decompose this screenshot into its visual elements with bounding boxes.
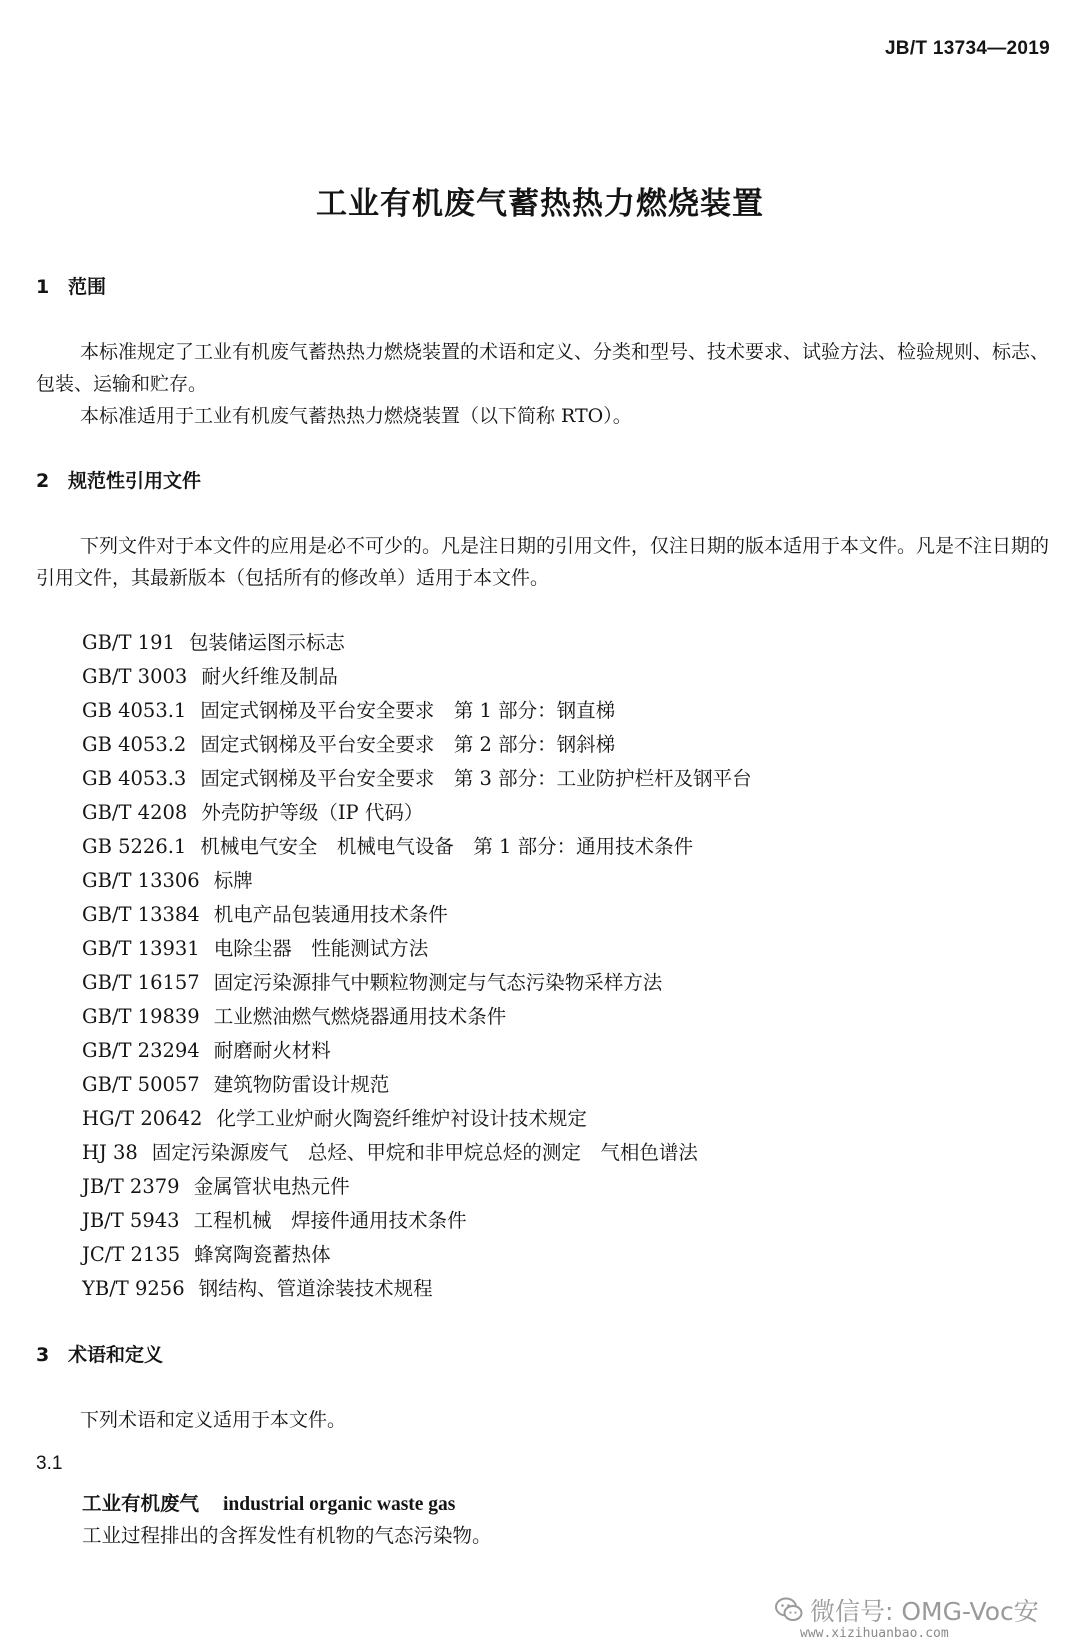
reference-item [82, 762, 752, 796]
reference-item [82, 694, 752, 728]
reference-item [82, 626, 752, 660]
section-1-heading [36, 272, 106, 299]
reference-name: 机械电气安全 机械电气设备 第 1 部分：通用技术条件 [200, 835, 694, 858]
reference-item [82, 830, 752, 864]
reference-name: 建筑物防雷设计规范 [213, 1073, 390, 1096]
reference-name: 耐磨耐火材料 [213, 1039, 331, 1062]
term-definition: 工业过程排出的含挥发性有机物的气态污染物。 [82, 1524, 492, 1547]
section-2-title: 规范性引用文件 [68, 470, 202, 492]
section-1-title: 范围 [68, 276, 107, 298]
reference-name: 机电产品包装通用技术条件 [213, 903, 448, 926]
reference-code: JB/T 5943 [82, 1209, 180, 1232]
reference-item [82, 728, 752, 762]
reference-code: JB/T 2379 [82, 1175, 180, 1198]
document-title: 工业有机废气蓄热热力燃烧装置 [316, 186, 764, 222]
reference-code: GB/T 3003 [82, 665, 188, 688]
reference-code: GB/T 19839 [82, 1005, 200, 1028]
wechat-icon [774, 1595, 804, 1625]
reference-item [82, 1000, 752, 1034]
reference-item [82, 898, 752, 932]
reference-item [82, 1238, 752, 1272]
reference-name: 固定污染源排气中颗粒物测定与气态污染物采样方法 [213, 971, 663, 994]
reference-name: 耐火纤维及制品 [201, 665, 338, 688]
reference-name: 电除尘器 性能测试方法 [213, 937, 429, 960]
watermark-url: www.xizihuanbao.com [800, 1626, 949, 1641]
reference-code: GB 4053.2 [82, 733, 187, 756]
section-1-paragraph-2: 本标准适用于工业有机废气蓄热热力燃烧装置（以下简称 RTO）。 [80, 405, 632, 427]
reference-item [82, 796, 752, 830]
reference-item [82, 1102, 752, 1136]
reference-name: 金属管状电热元件 [193, 1175, 350, 1198]
reference-item [82, 864, 752, 898]
term-english: industrial organic waste gas [223, 1494, 456, 1515]
normative-reference-list [82, 626, 752, 1306]
reference-code: YB/T 9256 [82, 1277, 185, 1300]
reference-code: GB/T 191 [82, 631, 175, 654]
reference-code: GB/T 50057 [82, 1073, 200, 1096]
section-3-heading [36, 1340, 163, 1367]
reference-name: 固定污染源废气 总烃、甲烷和非甲烷总烃的测定 气相色谱法 [151, 1141, 698, 1164]
reference-item [82, 1136, 752, 1170]
watermark-text: 微信号: OMG-Voc安 [810, 1597, 1039, 1626]
term-chinese: 工业有机废气 [82, 1492, 200, 1515]
reference-item [82, 1034, 752, 1068]
reference-code: GB/T 13384 [82, 903, 200, 926]
reference-code: JC/T 2135 [82, 1243, 181, 1266]
reference-code: GB/T 4208 [82, 801, 188, 824]
reference-name: 固定式钢梯及平台安全要求 第 3 部分：工业防护栏杆及钢平台 [200, 767, 752, 790]
reference-name: 钢结构、管道涂装技术规程 [198, 1277, 433, 1300]
reference-item [82, 1272, 752, 1306]
reference-item [82, 660, 752, 694]
reference-code: HG/T 20642 [82, 1107, 203, 1130]
section-3-number: 3 [36, 1344, 50, 1366]
reference-item [82, 932, 752, 966]
term-entry [82, 1488, 455, 1516]
section-2-number: 2 [36, 470, 50, 492]
reference-name: 固定式钢梯及平台安全要求 第 2 部分：钢斜梯 [200, 733, 616, 756]
reference-name: 固定式钢梯及平台安全要求 第 1 部分：钢直梯 [200, 699, 616, 722]
reference-code: GB/T 16157 [82, 971, 200, 994]
section-3-title: 术语和定义 [68, 1344, 164, 1366]
reference-code: GB/T 23294 [82, 1039, 200, 1062]
reference-code: GB 4053.1 [82, 699, 187, 722]
reference-name: 标牌 [213, 869, 253, 892]
section-3-paragraph-1: 下列术语和定义适用于本文件。 [80, 1409, 347, 1431]
wechat-watermark [774, 1592, 1039, 1628]
standard-code: JB/T 13734—2019 [884, 38, 1050, 59]
section-2-paragraph-1: 下列文件对于本文件的应用是必不可少的。凡是注日期的引用文件，仅注日期的版本适用于本文件。凡是不注日期的引用文件，其最新版本（包括所有的修改单）适用于本文件。 [36, 535, 1050, 589]
reference-name: 工业燃油燃气燃烧器通用技术条件 [213, 1005, 507, 1028]
reference-code: GB/T 13931 [82, 937, 200, 960]
section-1-paragraph-1: 本标准规定了工业有机废气蓄热热力燃烧装置的术语和定义、分类和型号、技术要求、试验方法、检验规则、标志、包装、运输和贮存。 [36, 341, 1050, 395]
reference-item [82, 966, 752, 1000]
reference-name: 蜂窝陶瓷蓄热体 [194, 1243, 331, 1266]
reference-code: HJ 38 [82, 1141, 138, 1164]
reference-code: GB/T 13306 [82, 869, 200, 892]
reference-item [82, 1068, 752, 1102]
reference-name: 外壳防护等级（IP 代码） [201, 801, 424, 824]
reference-name: 工程机械 焊接件通用技术条件 [193, 1209, 467, 1232]
section-2-heading [36, 466, 201, 493]
reference-code: GB 4053.3 [82, 767, 187, 790]
reference-item [82, 1204, 752, 1238]
reference-code: GB 5226.1 [82, 835, 187, 858]
reference-name: 包装储运图示标志 [188, 631, 345, 654]
reference-item [82, 1170, 752, 1204]
subclause-number: 3.1 [36, 1453, 63, 1474]
reference-name: 化学工业炉耐火陶瓷纤维炉衬设计技术规定 [216, 1107, 587, 1130]
section-1-number: 1 [36, 276, 50, 298]
